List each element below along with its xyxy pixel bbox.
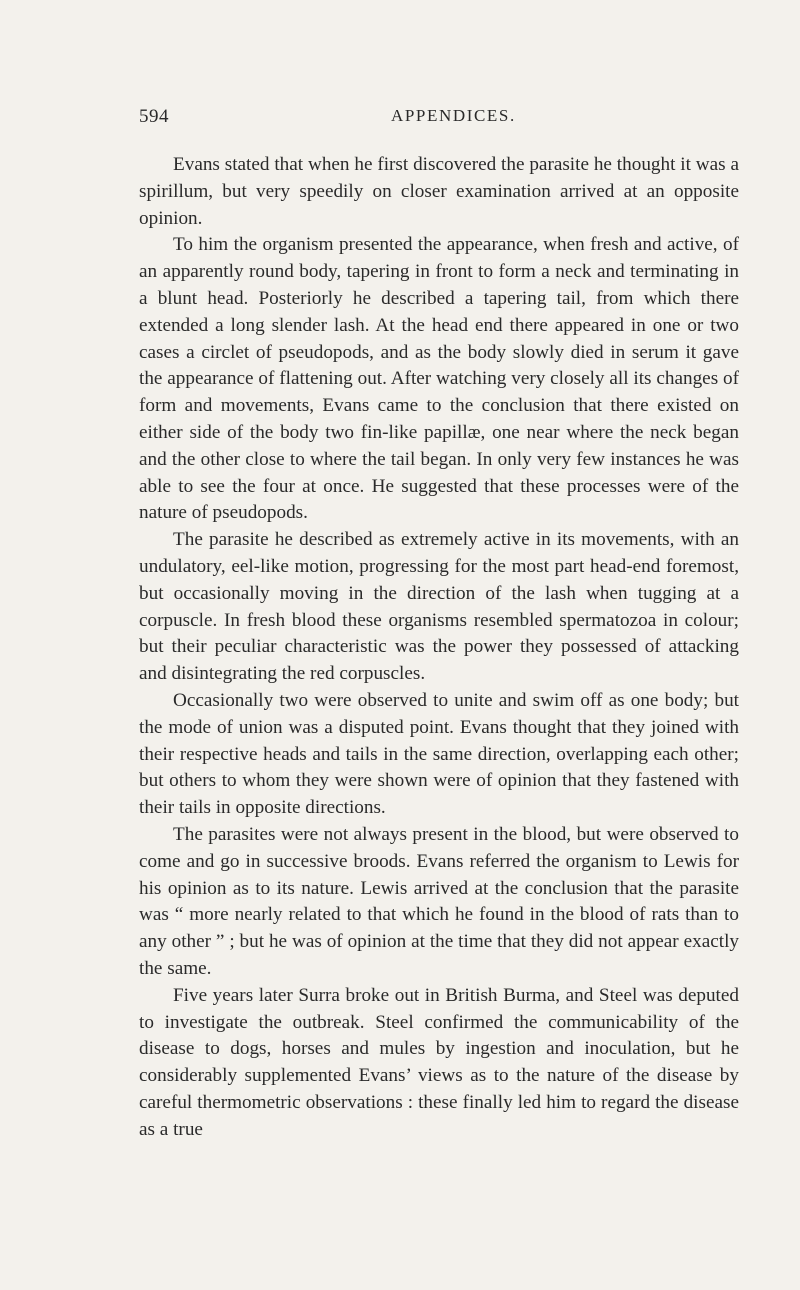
paragraph: Occasionally two were observed to unite and swim off as one body; but the mode of union was a disputed point. Evans thought that they joined with their respective heads and tails in the same direction, overlapping each other; but others to whom they were shown were of opinion that they fastened with their tails in opposite directions.	[139, 689, 739, 819]
running-title: APPENDICES.	[391, 106, 516, 125]
body-text	[139, 152, 739, 1143]
running-head	[139, 106, 739, 136]
paragraph: To him the organism presented the appearance, when fresh and active, of an apparently round body, tapering in front to form a neck and terminating in a blunt head. Posteriorly he described a tapering tail, from which there extended a long slender lash. At the head end there appeared in one or two cases a circlet of pseudopods, and as the body slowly died in serum it gave the appearance of flattening out. After watching very closely all its changes of form and movements, Evans came to the conclusion that there existed on either side of the body two fin-like papillæ, one near where the neck began and the other close to where the tail began. In only very few instances he was able to see the four at once. He suggested that these processes were of the nature of pseudopods.	[139, 234, 739, 524]
paragraph: The parasites were not always present in the blood, but were observed to come and go in successive broods. Evans referred the organism to Lewis for his opinion as to its nature. Lewis arrived at the conclusion that the parasite was “ more nearly related to that which he found in the blood of rats than to any other ” ; but he was of opinion at the time that they did not appear exactly the same.	[139, 823, 739, 979]
paragraph: Evans stated that when he first discovered the parasite he thought it was a spirillum, but very speedily on closer examination arrived at an opposite opinion.	[139, 154, 739, 229]
page-number: 594	[139, 106, 169, 127]
paragraph: The parasite he described as extremely active in its movements, with an undulatory, eel-like motion, progressing for the most part head-end foremost, but occasionally moving in the direction of the lash when tugging at a corpuscle. In fresh blood these organisms resembled spermatozoa in colour; but their peculiar characteristic was the power they possessed of attacking and disintegrating the red corpuscles.	[139, 529, 739, 685]
paragraph: Five years later Surra broke out in British Burma, and Steel was deputed to investigate the outbreak. Steel confirmed the communicability of the disease to dogs, horses and mules by ingestion and inoculation, but he considerably supplemented Evans’ views as to the nature of the disease by careful thermometric observations : these finally led him to regard the disease as a true	[139, 984, 739, 1140]
